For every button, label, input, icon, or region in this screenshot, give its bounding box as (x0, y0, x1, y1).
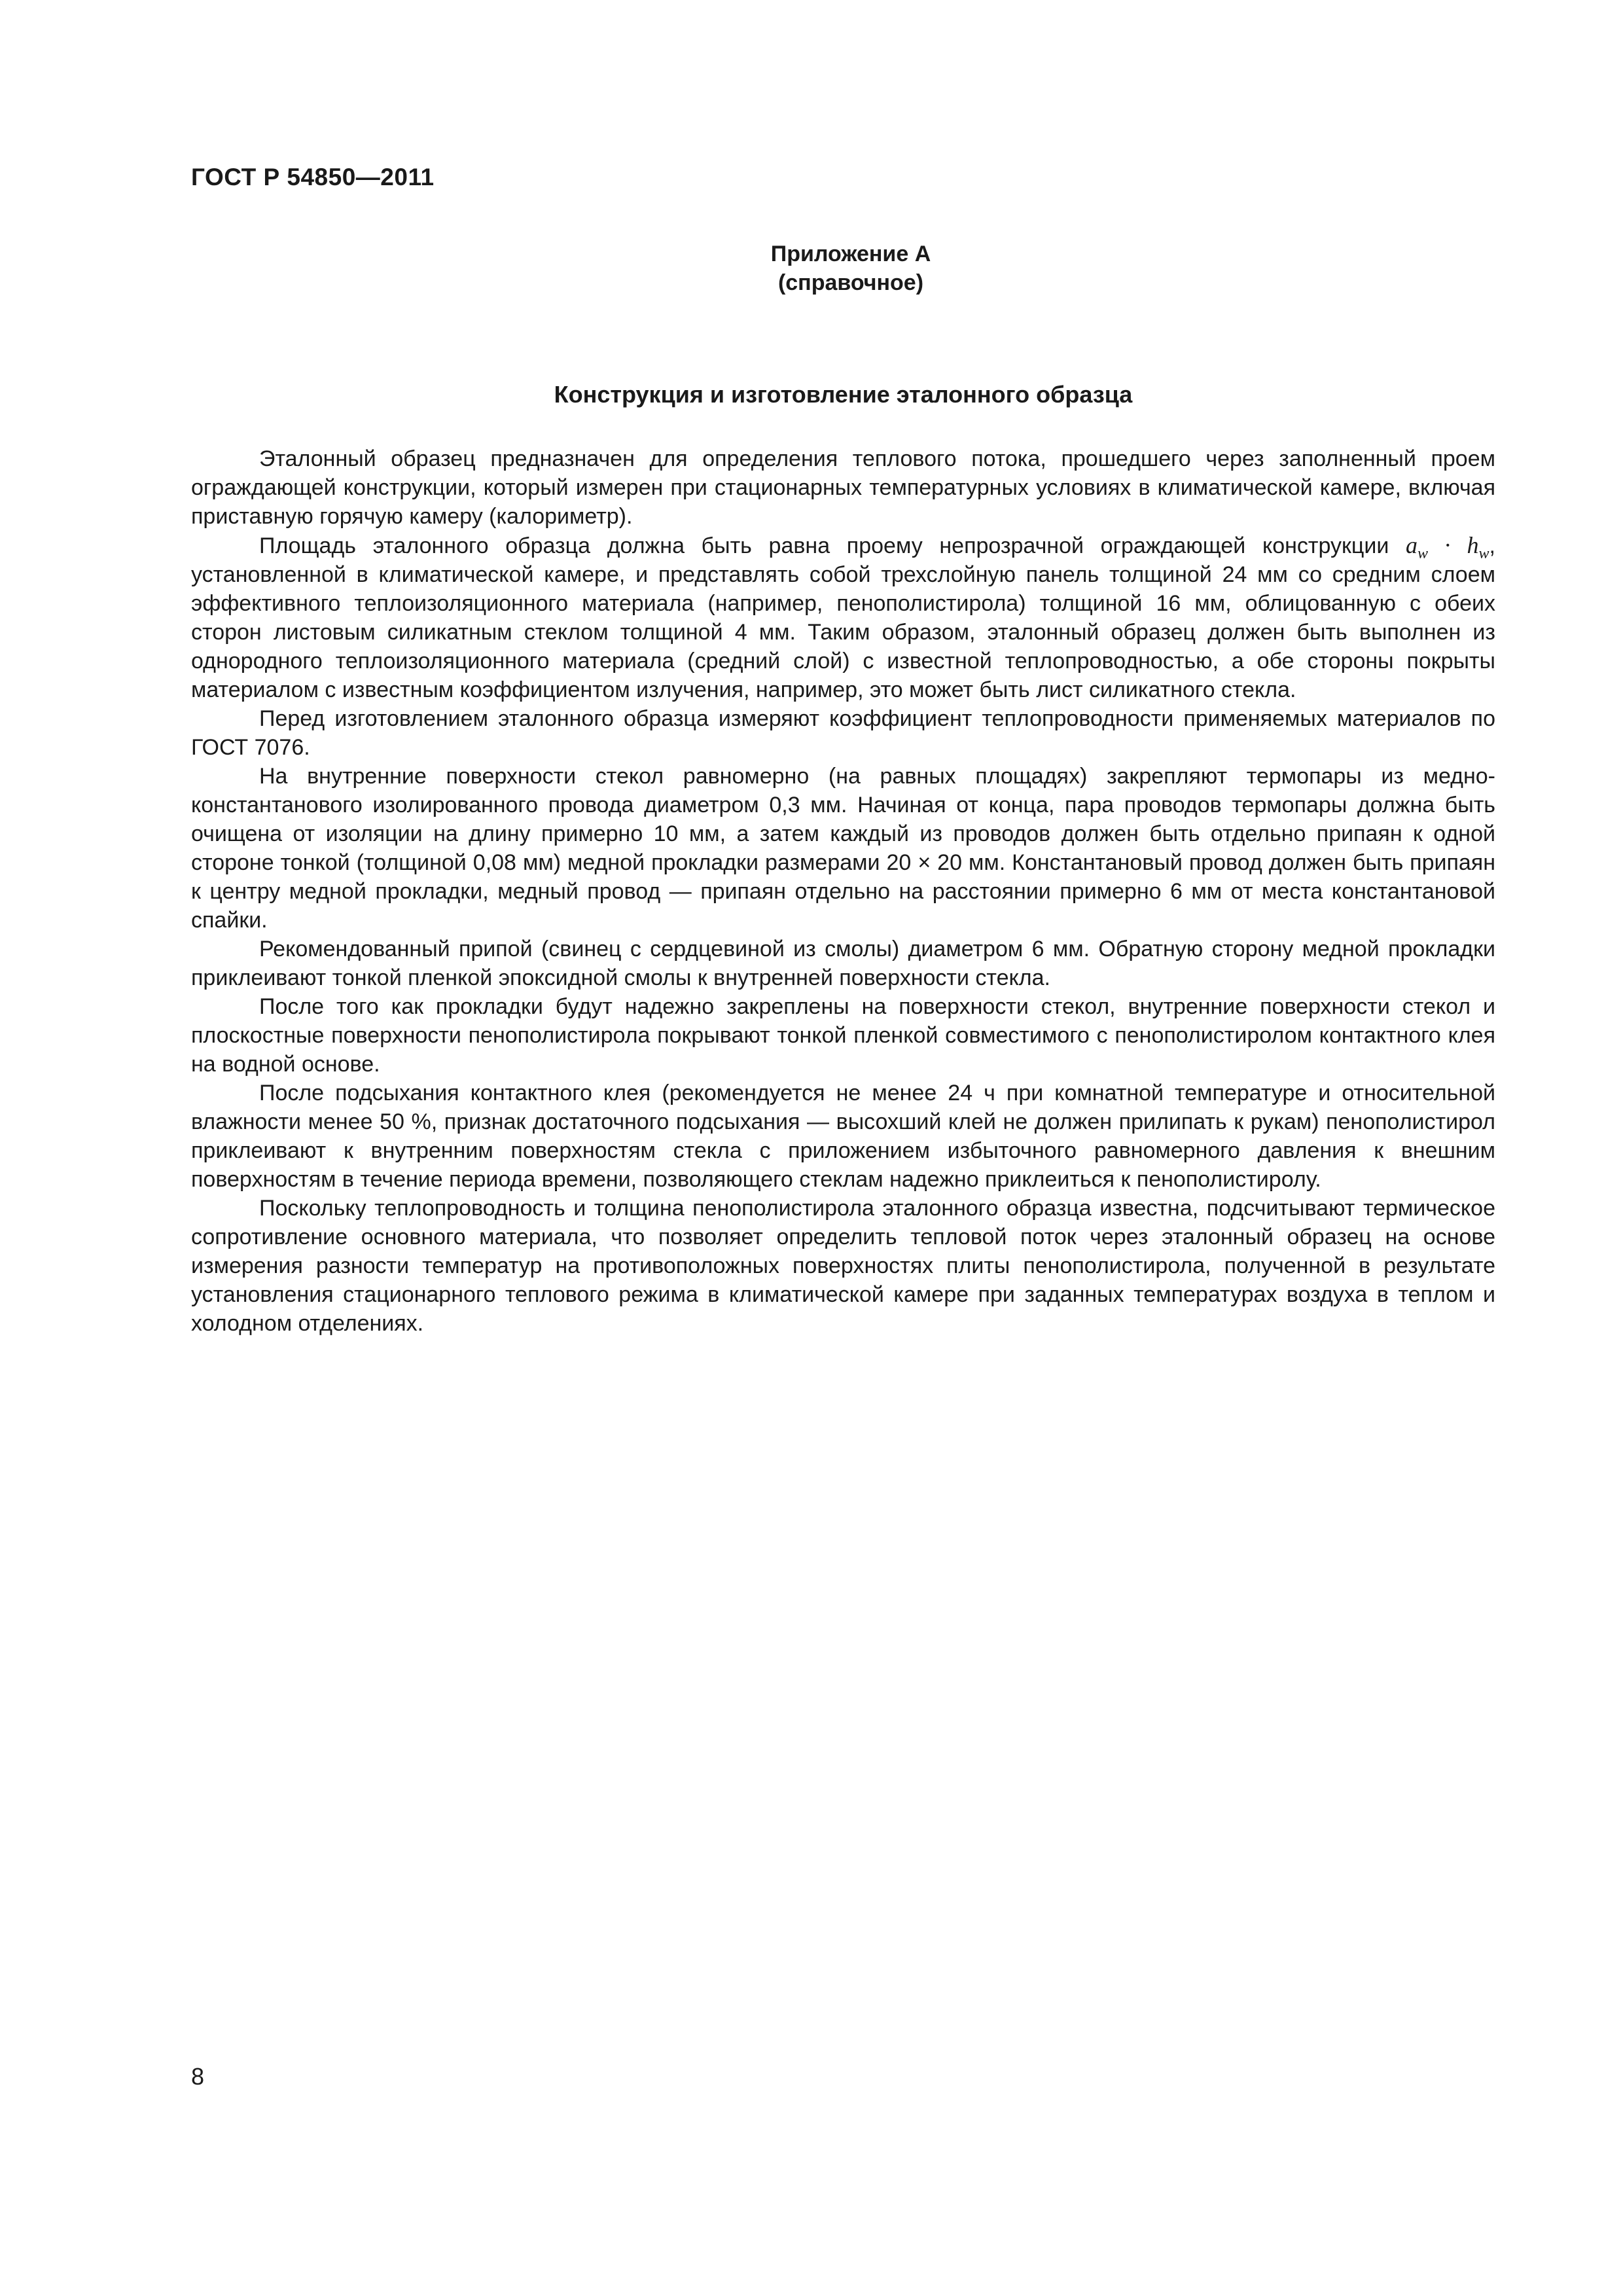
paragraph: Поскольку теплопроводность и толщина пенополистирола эталонного образца известна, подсчитывают термическое сопротивление основного материала, что позволяет определить тепловой поток через эталонный образец на основе измерения разности температур на противоположных поверхностях плиты пенополистирола, полученной в результате установления стационарного теплового режима в климатической камере при заданных температурах воздуха в теплом и холодном отделениях. (191, 1196, 1495, 1336)
page-number: 8 (191, 2063, 205, 2090)
paragraph-text: , установленной в климатической камере, и представлять собой трехслойную панель толщиной 24 мм со средним слоем эффективного теплоизоляционного материала (например, пенополистирола) толщиной 16 мм, облицованную с обеих сторон листовым силикатным стеклом толщиной 4 мм. Таким образом, эталонный образец должен быть выполнен из однородного теплоизоляционного материала (средний слой) с известной теплопроводностью, а обе стороны покрыты материалом с известным коэффициентом излучения, например, это может быть лист силикатного стекла. (191, 533, 1495, 702)
annex-title: Конструкция и изготовление эталонного образца (554, 381, 1133, 408)
formula-symbol-h: h (1467, 532, 1479, 558)
paragraph (191, 531, 1495, 704)
formula-subscript: w (1418, 545, 1429, 562)
paragraph: После того как прокладки будут надежно закреплены на поверхности стекол, внутренние поверхности стекол и плоскостные поверхности пенополистирола покрывают тонкой пленкой совместимого с пенополистиролом контактного клея на водной основе. (191, 994, 1495, 1077)
opening-area-formula (1406, 532, 1489, 562)
annex-label: Приложение А (770, 242, 931, 266)
paragraph: На внутренние поверхности стекол равномерно (на равных площадях) закрепляют термопары из медно-константанового изолированного провода диаметром 0,3 мм. Начиная от конца, пара проводов термопары должна быть очищена от изоляции на длину примерно 10 мм, а затем каждый из проводов должен быть отдельно припаян к одной стороне тонкой (толщиной 0,08 мм) медной прокладки размерами 20 × 20 мм. Константановый провод должен быть припаян к центру медной прокладки, медный провод — припаян отдельно на расстоянии примерно 6 мм от места константановой спайки. (191, 764, 1495, 933)
standard-designation: ГОСТ Р 54850—2011 (191, 164, 435, 190)
paragraph: Перед изготовлением эталонного образца измеряют коэффициент теплопроводности применяемых материалов по ГОСТ 7076. (191, 706, 1495, 760)
annex-status: (справочное) (777, 270, 924, 295)
annex-body (191, 444, 1495, 1338)
paragraph-text: Площадь эталонного образца должна быть равна проему непрозрачной ограждающей конструкции (259, 533, 1389, 558)
paragraph: После подсыхания контактного клея (рекомендуется не менее 24 ч при комнатной температуре и относительной влажности менее 50 %, признак достаточного подсыхания — высохший клей не должен прилипать к рукам) пенополистирол приклеивают к внутренним поверхностям стекла с приложением избыточного равномерного давления к внешним поверхностям в течение периода времени, позволяющего стеклам надежно приклеиться к пенополистиролу. (191, 1081, 1495, 1192)
formula-operator: · (1428, 532, 1467, 558)
formula-symbol-a: a (1406, 532, 1418, 558)
formula-subscript: w (1478, 545, 1489, 562)
paragraph: Рекомендованный припой (свинец с сердцевиной из смолы) диаметром 6 мм. Обратную сторону медной прокладки приклеивают тонкой пленкой эпоксидной смолы к внутренней поверхности стекла. (191, 937, 1495, 990)
annex-heading (654, 240, 1047, 297)
paragraph: Эталонный образец предназначен для определения теплового потока, прошедшего через заполненный проем ограждающей конструкции, который измерен при стационарных температурных условиях в климатической камере, включая приставную горячую камеру (калориметр). (191, 446, 1495, 529)
